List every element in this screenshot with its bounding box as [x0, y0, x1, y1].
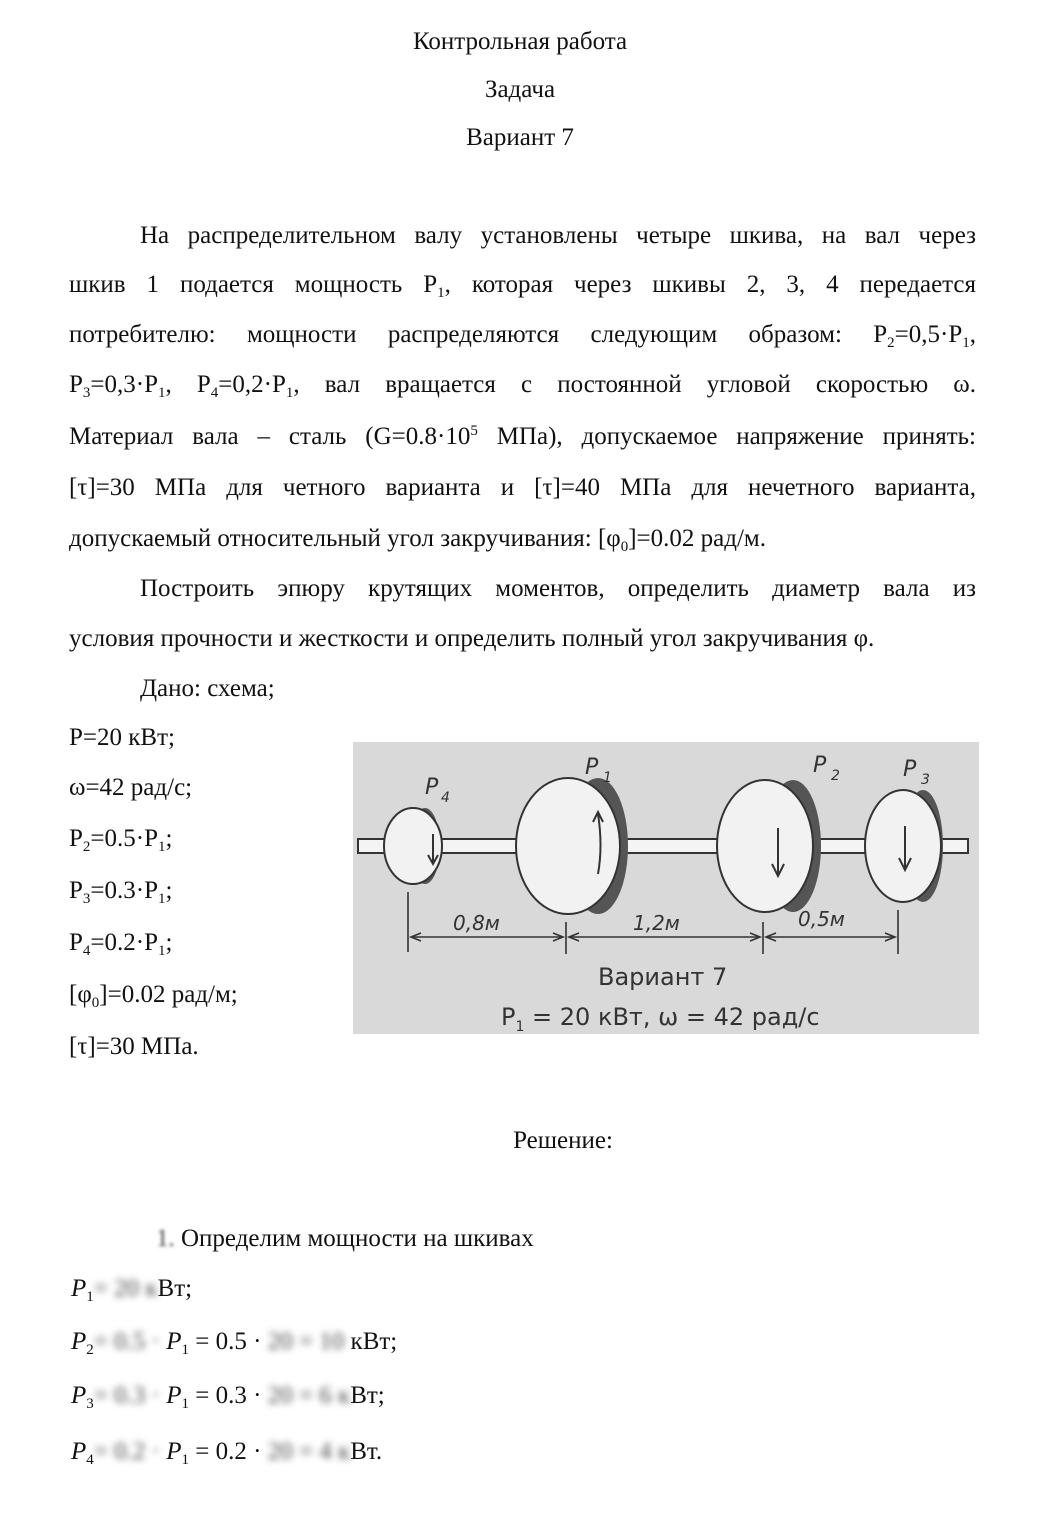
- task-label: Задача: [484, 76, 556, 103]
- task-line-2: условия прочности и жесткости и определить полный угол закручивания φ.: [69, 625, 875, 652]
- problem-line-1: На распределительном валу установлены четыре шкива, на вал через: [140, 222, 976, 249]
- doc-title: Контрольная работа: [412, 28, 628, 55]
- label-p4-sub: 4: [441, 790, 450, 806]
- variant-label: Вариант 7: [466, 124, 574, 151]
- label-p1-sub: 1: [603, 770, 612, 786]
- label-p1: P: [585, 755, 599, 780]
- dim-label-3: 0,5м: [798, 907, 845, 931]
- result-p2: $P_2= 0.5 \cdot P_1 = 0.5 \cdot 20 = 10$ кВт;: [71, 1328, 398, 1358]
- dim-label-1: 0,8м: [453, 911, 500, 935]
- given-omega: ω=42 рад/с;: [69, 774, 193, 801]
- result-p4: $P_4= 0.2 \cdot P_1 = 0.2 \cdot 20 = 4$ кВт.: [71, 1438, 383, 1468]
- pulley-2: [717, 780, 821, 912]
- pulley-3: [865, 790, 943, 902]
- label-p2-sub: 2: [831, 768, 840, 784]
- pulley-4: [384, 808, 442, 884]
- problem-line-3: потребителю: мощности распределяются следующим образом: $P_2=0,5\cdot P_1$,: [69, 321, 976, 351]
- result-p3: $P_3= 0.3 \cdot P_1 = 0.3 \cdot 20 = 6$ кВт;: [71, 1382, 385, 1412]
- given-p4: $P_4=0.2\cdot P_1$;: [69, 929, 173, 959]
- shaft-scheme-image: [353, 742, 979, 1034]
- dim-label-2: 1,2м: [633, 911, 680, 935]
- label-p2: P: [813, 753, 827, 778]
- problem-line-6: [τ]=30 МПа для четного варианта и [τ]=40 МПа для нечетного варианта,: [69, 474, 976, 501]
- problem-line-5: Материал вала – сталь ($G=0.8\cdot 10^5$ МПа), допускаемое напряжение принять:: [69, 423, 976, 450]
- solution-title: Решение:: [513, 1127, 613, 1154]
- given-p3: $P_3=0.3\cdot P_1$;: [69, 877, 173, 907]
- given-tau: [τ]=30 МПа.: [69, 1033, 199, 1060]
- label-p3: P: [903, 757, 917, 782]
- problem-line-4: $P_3=0,3\cdot P_1$, $P_4=0,2\cdot P_1$, вал вращается с постоянной угловой скоростью ω.: [69, 371, 976, 401]
- given-power: P=20 кВт;: [69, 724, 175, 751]
- task-line-1: Построить эпюру крутящих моментов, определить диаметр вала из: [140, 575, 976, 602]
- given-phi: $[\varphi_0]=0.02$ рад/м;: [69, 981, 238, 1011]
- figure-caption-power: $P_1 = 20$ кВт, ω = 42 рад/с: [501, 1003, 820, 1034]
- given-title: Дано: схема;: [140, 675, 275, 702]
- figure-caption-variant: Вариант 7: [598, 963, 728, 991]
- pulley-1: [516, 778, 628, 914]
- solution-step-1: 1. Определим мощности на шкивах: [156, 1225, 534, 1252]
- problem-line-2: шкив 1 подается мощность $P_1$, которая через шкивы 2, 3, 4 передается: [69, 271, 977, 301]
- label-p3-sub: 3: [921, 772, 930, 788]
- problem-line-7: допускаемый относительный угол закручивания: $[\varphi_0]=0.02$ рад/м.: [69, 525, 766, 555]
- result-p1: $P_1= 20$ кВт;: [71, 1275, 193, 1305]
- given-p2: $P_2=0.5\cdot P_1$;: [69, 825, 173, 855]
- label-p4: P: [425, 775, 439, 800]
